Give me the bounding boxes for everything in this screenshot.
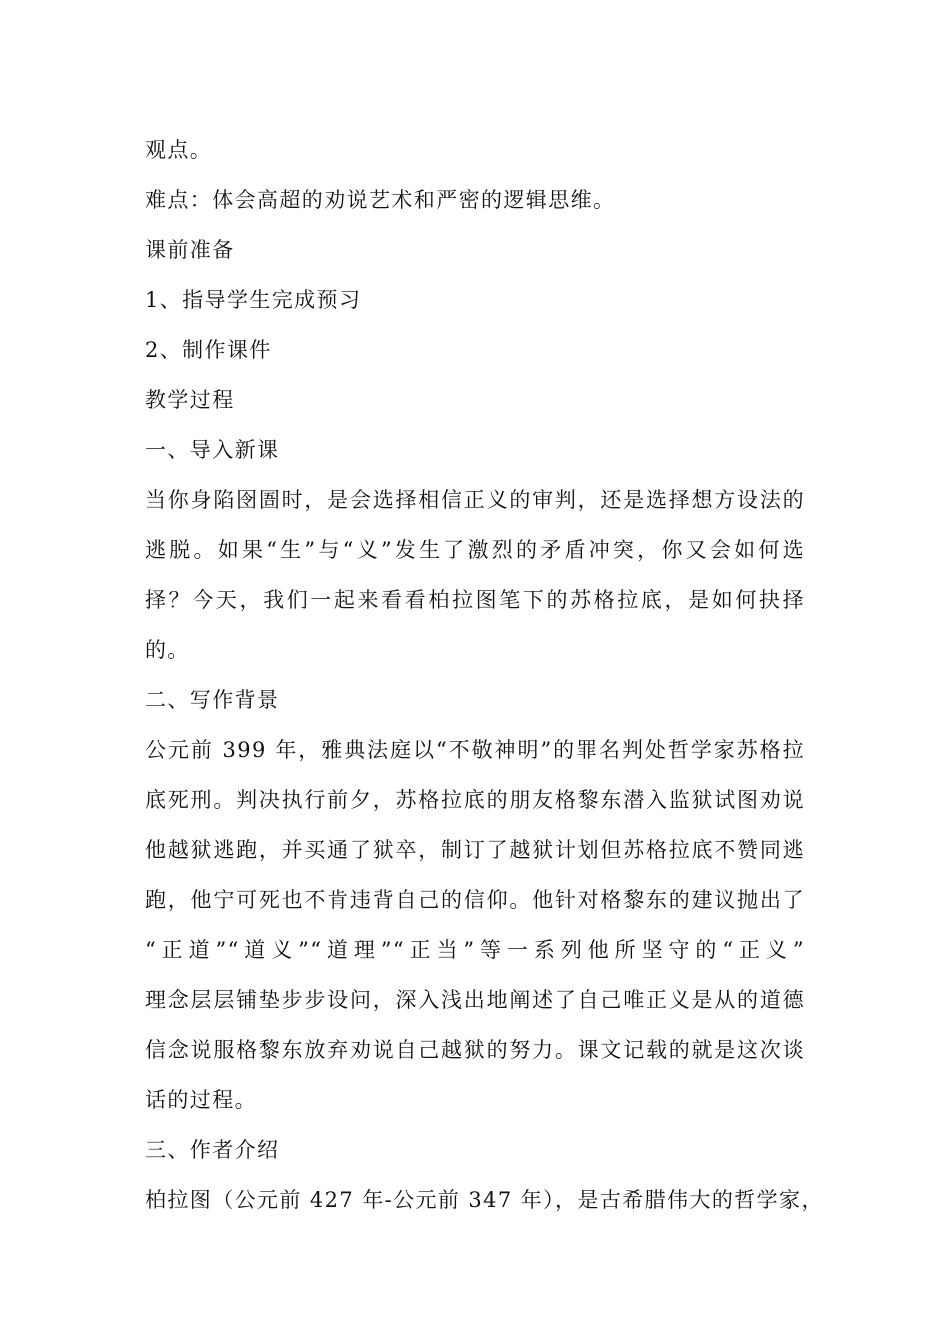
section-heading-background: 二、写作背景: [145, 688, 280, 712]
document-body: [145, 132, 824, 1232]
section-heading-introduction: 一、导入新课: [145, 438, 280, 462]
paragraph-line: 底死刑。判决执行前夕，苏格拉底的朋友格黎东潜入监狱试图劝说: [145, 788, 805, 812]
paragraph-line: 信念说服格黎东放弃劝说自己越狱的努力。课文记载的就是这次谈: [145, 1038, 805, 1062]
paragraph-line: 跑，他宁可死也不肯违背自己的信仰。他针对格黎东的建议抛出了: [145, 888, 805, 912]
paragraph-line: “正道”“道义”“道理”“正当”等一系列他所坚守的“正义”: [145, 938, 805, 962]
text-line-difficulty: 难点：体会高超的劝说艺术和严密的逻辑思维。: [145, 188, 616, 212]
list-item-preview: 1、指导学生完成预习: [145, 288, 362, 312]
section-heading-author: 三、作者介绍: [145, 1138, 280, 1162]
paragraph-line: 逃脱。如果“生”与“义”发生了激烈的矛盾冲突，你又会如何选: [145, 538, 805, 562]
heading-teaching-process: 教学过程: [145, 388, 235, 412]
heading-preparation: 课前准备: [145, 238, 235, 262]
paragraph-line: 柏拉图（公元前 427 年-公元前 347 年），是古希腊伟大的哲学家，: [145, 1188, 824, 1212]
list-item-courseware: 2、制作课件: [145, 338, 272, 362]
paragraph-line: 他越狱逃跑，并买通了狱卒，制订了越狱计划但苏格拉底不赞同逃: [145, 838, 805, 862]
paragraph-line: 公元前 399 年，雅典法庭以“不敬神明”的罪名判处哲学家苏格拉: [145, 738, 805, 762]
text-line-1: 观点。: [145, 138, 213, 162]
paragraph-line: 理念层层铺垫步步设问，深入浅出地阐述了自己唯正义是从的道德: [145, 988, 805, 1012]
paragraph-line: 择？今天，我们一起来看看柏拉图笔下的苏格拉底，是如何抉择: [145, 588, 805, 612]
paragraph-line: 话的过程。: [145, 1088, 257, 1112]
paragraph-line: 的。: [145, 638, 190, 662]
paragraph-line: 当你身陷囹圄时，是会选择相信正义的审判，还是选择想方设法的: [145, 488, 805, 512]
